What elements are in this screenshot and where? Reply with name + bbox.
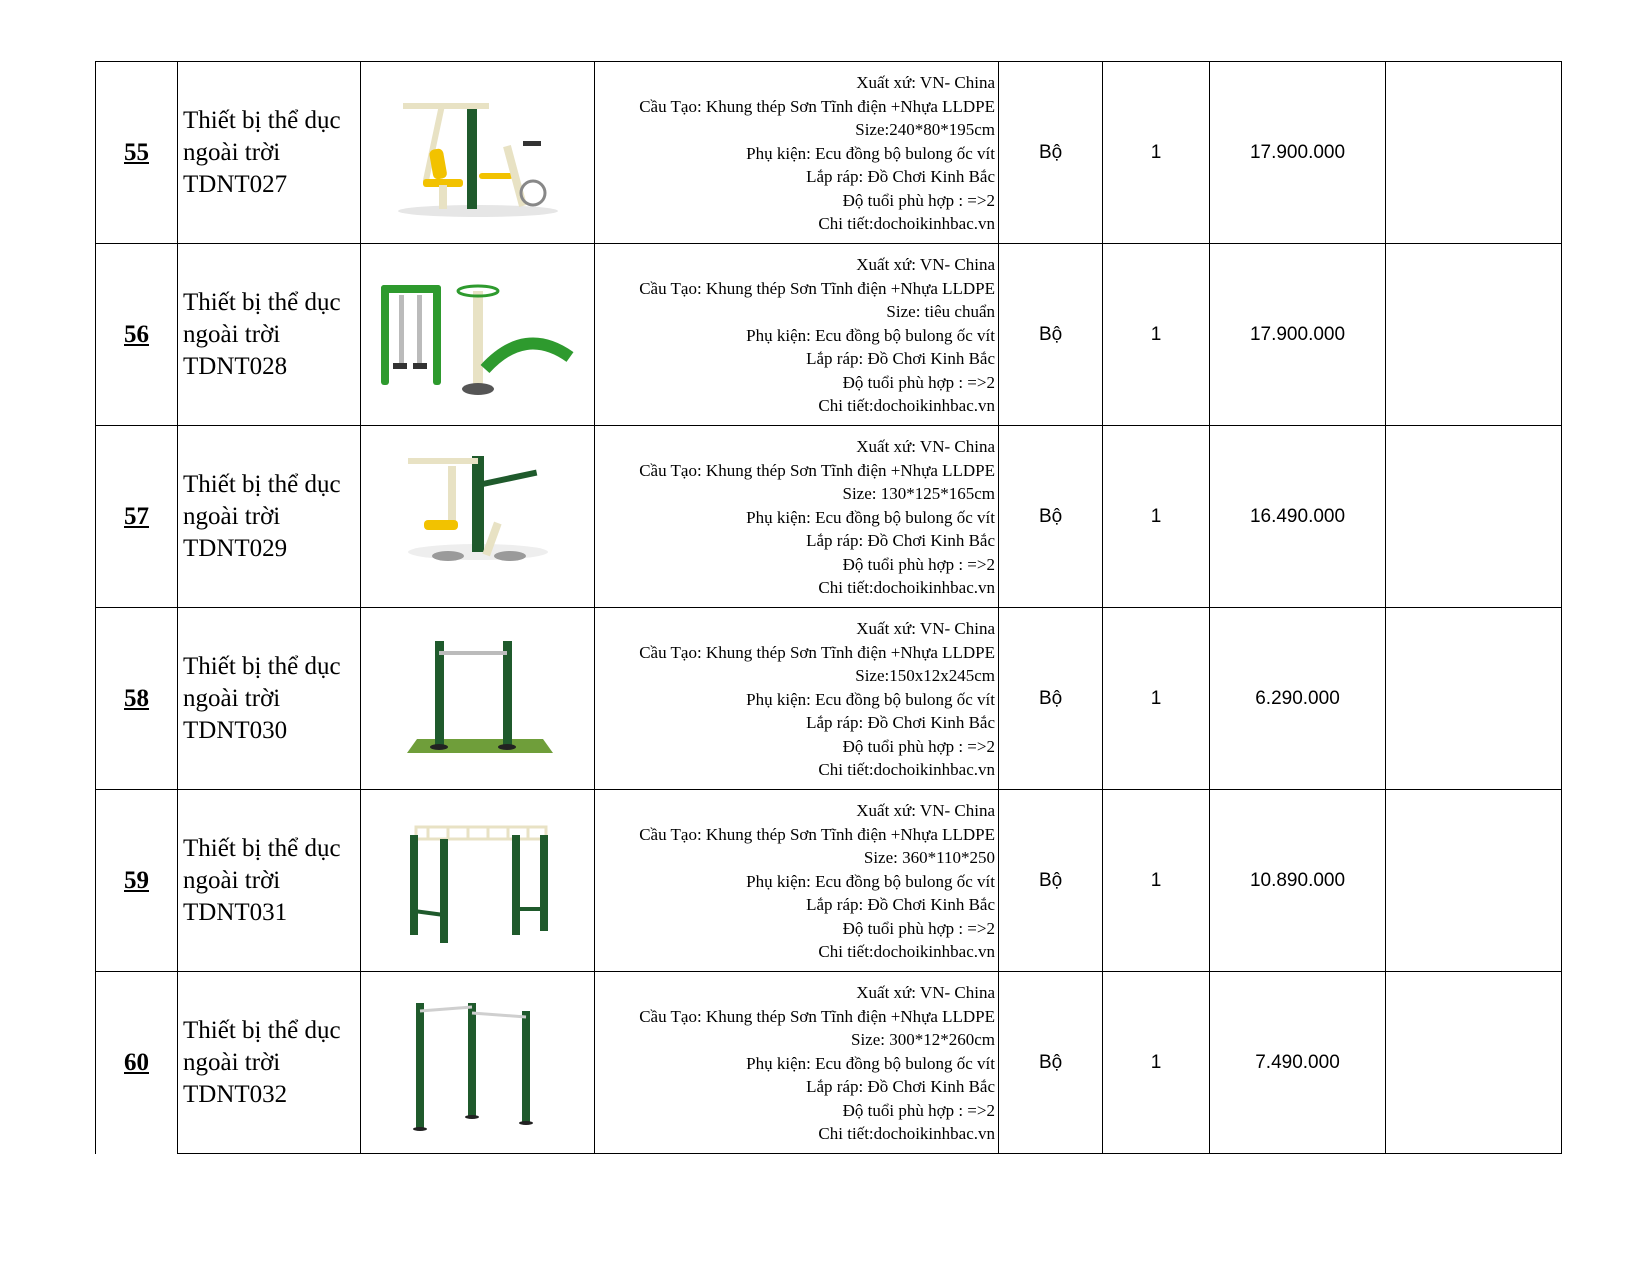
product-name-line1: Thiết bị thể dục — [183, 834, 341, 862]
product-image — [361, 608, 595, 790]
desc-origin: Xuất xứ: VN- China — [856, 983, 995, 1002]
product-name — [178, 790, 361, 972]
product-code: TDNT032 — [183, 1080, 288, 1108]
unit-cell: Bộ — [999, 244, 1103, 426]
product-name-line1: Thiết bị thể dục — [183, 652, 341, 680]
product-image — [361, 426, 595, 608]
desc-size: Size:240*80*195cm — [855, 120, 995, 139]
price-cell: 17.900.000 — [1210, 62, 1386, 244]
quantity-cell: 1 — [1103, 426, 1210, 608]
product-code: TDNT029 — [183, 534, 288, 562]
table-row — [96, 244, 1562, 426]
product-code: TDNT030 — [183, 716, 288, 744]
desc-structure: Cầu Tạo: Khung thép Sơn Tĩnh điện +Nhựa LLDPE — [639, 278, 995, 298]
product-code: TDNT031 — [183, 898, 288, 926]
row-number: 58 — [96, 608, 178, 790]
desc-assembly: Lắp ráp: Đồ Chơi Kinh Bắc — [806, 713, 995, 732]
desc-assembly: Lắp ráp: Đồ Chơi Kinh Bắc — [806, 531, 995, 550]
product-name-line2: ngoài trời — [183, 138, 281, 166]
note-cell — [1386, 972, 1562, 1154]
product-name-line2: ngoài trời — [183, 866, 281, 894]
desc-detail: Chi tiết:dochoikinhbac.vn — [818, 942, 995, 961]
product-name-line2: ngoài trời — [183, 502, 281, 530]
note-cell — [1386, 62, 1562, 244]
desc-structure: Cầu Tạo: Khung thép Sơn Tĩnh điện +Nhựa LLDPE — [639, 96, 995, 116]
table-row — [96, 426, 1562, 608]
desc-accessories: Phụ kiện: Ecu đồng bộ bulong ốc vít — [746, 507, 995, 527]
price-cell: 6.290.000 — [1210, 608, 1386, 790]
desc-size: Size: 130*125*165cm — [842, 484, 995, 503]
desc-assembly: Lắp ráp: Đồ Chơi Kinh Bắc — [806, 349, 995, 368]
quantity-cell: 1 — [1103, 244, 1210, 426]
quantity-cell: 1 — [1103, 790, 1210, 972]
product-description — [595, 790, 999, 972]
outdoor-fitness-seat-and-bike-icon — [383, 83, 573, 223]
product-name — [178, 62, 361, 244]
note-cell — [1386, 608, 1562, 790]
row-number: 60 — [96, 972, 178, 1154]
product-image — [361, 244, 595, 426]
desc-detail: Chi tiết:dochoikinhbac.vn — [818, 578, 995, 597]
table-row — [96, 790, 1562, 972]
outdoor-monkey-bars-icon — [388, 811, 568, 951]
product-name — [178, 426, 361, 608]
row-number: 57 — [96, 426, 178, 608]
desc-structure: Cầu Tạo: Khung thép Sơn Tĩnh điện +Nhựa LLDPE — [639, 642, 995, 662]
desc-origin: Xuất xứ: VN- China — [856, 73, 995, 92]
product-name-line1: Thiết bị thể dục — [183, 470, 341, 498]
desc-size: Size: 360*110*250 — [863, 848, 995, 867]
desc-age: Độ tuổi phù hợp : =>2 — [842, 736, 995, 756]
unit-cell: Bộ — [999, 790, 1103, 972]
desc-origin: Xuất xứ: VN- China — [856, 255, 995, 274]
desc-detail: Chi tiết:dochoikinhbac.vn — [818, 760, 995, 779]
unit-cell: Bộ — [999, 62, 1103, 244]
desc-detail: Chi tiết:dochoikinhbac.vn — [818, 214, 995, 233]
desc-structure: Cầu Tạo: Khung thép Sơn Tĩnh điện +Nhựa LLDPE — [639, 460, 995, 480]
desc-age: Độ tuổi phù hợp : =>2 — [842, 554, 995, 574]
outdoor-fitness-rider-icon — [378, 442, 578, 592]
desc-origin: Xuất xứ: VN- China — [856, 619, 995, 638]
desc-structure: Cầu Tạo: Khung thép Sơn Tĩnh điện +Nhựa LLDPE — [639, 1006, 995, 1026]
price-cell: 16.490.000 — [1210, 426, 1386, 608]
row-number: 55 — [96, 62, 178, 244]
desc-age: Độ tuổi phù hợp : =>2 — [842, 190, 995, 210]
unit-cell: Bộ — [999, 426, 1103, 608]
desc-origin: Xuất xứ: VN- China — [856, 437, 995, 456]
product-table — [95, 61, 1562, 1154]
product-description — [595, 426, 999, 608]
quantity-cell: 1 — [1103, 62, 1210, 244]
row-number: 59 — [96, 790, 178, 972]
product-name-line1: Thiết bị thể dục — [183, 288, 341, 316]
table-row — [96, 608, 1562, 790]
desc-age: Độ tuổi phù hợp : =>2 — [842, 372, 995, 392]
product-name-line2: ngoài trời — [183, 320, 281, 348]
product-name-line2: ngoài trời — [183, 1048, 281, 1076]
desc-origin: Xuất xứ: VN- China — [856, 801, 995, 820]
table-row — [96, 972, 1562, 1154]
product-name-line2: ngoài trời — [183, 684, 281, 712]
desc-accessories: Phụ kiện: Ecu đồng bộ bulong ốc vít — [746, 325, 995, 345]
note-cell — [1386, 426, 1562, 608]
desc-detail: Chi tiết:dochoikinhbac.vn — [818, 1124, 995, 1143]
note-cell — [1386, 790, 1562, 972]
product-image — [361, 790, 595, 972]
product-description — [595, 608, 999, 790]
product-image — [361, 972, 595, 1154]
row-number: 56 — [96, 244, 178, 426]
unit-cell: Bộ — [999, 972, 1103, 1154]
price-cell: 17.900.000 — [1210, 244, 1386, 426]
product-code: TDNT027 — [183, 170, 288, 198]
product-description — [595, 62, 999, 244]
desc-assembly: Lắp ráp: Đồ Chơi Kinh Bắc — [806, 167, 995, 186]
desc-accessories: Phụ kiện: Ecu đồng bộ bulong ốc vít — [746, 871, 995, 891]
desc-assembly: Lắp ráp: Đồ Chơi Kinh Bắc — [806, 1077, 995, 1096]
note-cell — [1386, 244, 1562, 426]
desc-accessories: Phụ kiện: Ecu đồng bộ bulong ốc vít — [746, 143, 995, 163]
desc-size: Size: 300*12*260cm — [850, 1030, 995, 1049]
desc-detail: Chi tiết:dochoikinhbac.vn — [818, 396, 995, 415]
desc-size: Size: tiêu chuẩn — [886, 302, 995, 321]
desc-structure: Cầu Tạo: Khung thép Sơn Tĩnh điện +Nhựa LLDPE — [639, 824, 995, 844]
price-cell: 10.890.000 — [1210, 790, 1386, 972]
desc-accessories: Phụ kiện: Ecu đồng bộ bulong ốc vít — [746, 1053, 995, 1073]
outdoor-fitness-walker-and-bench-icon — [375, 265, 580, 405]
product-name — [178, 608, 361, 790]
product-name — [178, 972, 361, 1154]
quantity-cell: 1 — [1103, 608, 1210, 790]
desc-age: Độ tuổi phù hợp : =>2 — [842, 1100, 995, 1120]
price-cell: 7.490.000 — [1210, 972, 1386, 1154]
product-description — [595, 972, 999, 1154]
product-name-line1: Thiết bị thể dục — [183, 1016, 341, 1044]
desc-size: Size:150x12x245cm — [855, 666, 995, 685]
quantity-cell: 1 — [1103, 972, 1210, 1154]
desc-age: Độ tuổi phù hợp : =>2 — [842, 918, 995, 938]
product-image — [361, 62, 595, 244]
product-code: TDNT028 — [183, 352, 288, 380]
unit-cell: Bộ — [999, 608, 1103, 790]
table-row — [96, 62, 1562, 244]
desc-accessories: Phụ kiện: Ecu đồng bộ bulong ốc vít — [746, 689, 995, 709]
product-name-line1: Thiết bị thể dục — [183, 106, 341, 134]
desc-assembly: Lắp ráp: Đồ Chơi Kinh Bắc — [806, 895, 995, 914]
outdoor-triple-bars-icon — [388, 993, 568, 1133]
product-name — [178, 244, 361, 426]
product-description — [595, 244, 999, 426]
outdoor-pullup-bar-icon — [393, 629, 563, 769]
